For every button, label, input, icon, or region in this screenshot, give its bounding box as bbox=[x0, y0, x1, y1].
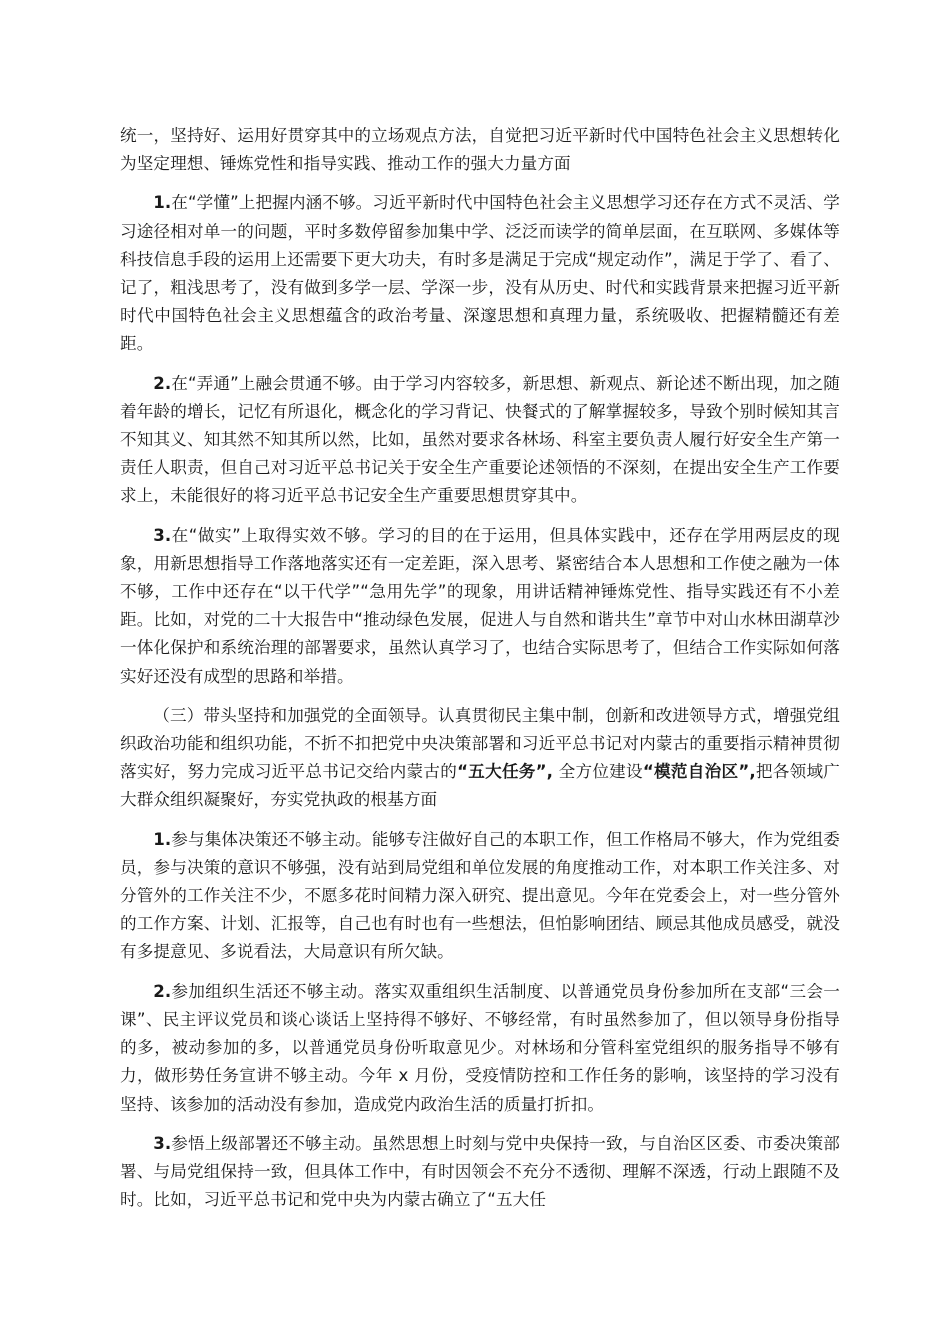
paragraph-text: 在“弄通”上融会贯通不够。由于学习内容较多，新思想、新观点、新论述不断出现，加之随着年龄的增长，记忆有所退化，概念化的学习背记、快餐式的了解掌握较多，导致个别时候知其言不知其义、知其然不知其所以然，比如，虽然对要求各林场、科室主要负责人履行好安全生产第一责任人职责，但自己对习近平总书记关于安全生产重要论述领悟的不深刻，在提出安全生产工作要求上，未能很好的将习近平总书记安全生产重要思想贯穿其中。 bbox=[120, 373, 840, 506]
section-text: （三）带头坚持和加强党的全面领导。认真贯彻民主集中制，创新和改进领导方式，增强党组织政治功能和组织功能，不折不扣把党中央决策部署和习近平总书记对内蒙古的重要指示精神贯彻落实好，努力完成习近平总书记交给内蒙古的 bbox=[120, 705, 840, 782]
item-number: 1. bbox=[153, 829, 172, 849]
paragraph-item-2-understand bbox=[120, 370, 840, 511]
paragraph-item-2-organization bbox=[120, 978, 840, 1119]
document-page bbox=[120, 122, 840, 1225]
paragraph-item-1-study bbox=[120, 189, 840, 358]
paragraph-text: 参加组织生活还不够主动。落实双重组织生活制度、以普通党员身份参加所在支部“三会一课”、民主评议党员和谈心谈话上坚持得不够好、不够经常，有时虽然参加了，但以领导身份指导的多，被动参加的多，以普通党员身份听取意见少。对林场和分管科室党组织的服务指导不够有力，做形势任务宣讲不够主动。今年 x 月份，受疫情防控和工作任务的影响，该坚持的学习没有坚持、该参加的活动没有参加，造成党内政治生活的质量打折扣。 bbox=[120, 981, 840, 1114]
paragraph-text: 参悟上级部署还不够主动。虽然思想上时刻与党中央保持一致，与自治区区委、市委决策部署、与局党组保持一致，但具体工作中，有时因领会不充分不透彻、理解不深透，行动上跟随不及时。比如，习近平总书记和党中央为内蒙古确立了“五大任 bbox=[120, 1133, 840, 1210]
item-number: 2. bbox=[153, 981, 172, 1001]
section-heading-three bbox=[120, 702, 840, 815]
paragraph-text: 参与集体决策还不够主动。能够专注做好自己的本职工作，但工作格局不够大，作为党组委员，参与决策的意识不够强，没有站到局党组和单位发展的角度推动工作，对本职工作关注多、对分管外的工作关注不少，不愿多花时间精力深入研究、提出意见。今年在党委会上，对一些分管外的工作方案、计划、汇报等，自己也有时也有一些想法，但怕影响团结、顾忌其他成员感受，就没有多提意见、多说看法，大局意识有所欠缺。 bbox=[120, 829, 840, 962]
paragraph-intro bbox=[120, 122, 840, 178]
item-number: 3. bbox=[153, 525, 172, 545]
item-number: 1. bbox=[153, 193, 172, 213]
model-region-emphasis: “模范自治区”, bbox=[642, 762, 756, 782]
item-number: 3. bbox=[153, 1133, 172, 1153]
item-number: 2. bbox=[153, 373, 172, 393]
five-tasks-emphasis: “五大任务”, bbox=[457, 762, 554, 782]
section-text: 把各领域广大群众组织凝聚好，夯实党执政的根基方面 bbox=[120, 762, 841, 810]
paragraph-item-1-decision bbox=[120, 826, 840, 967]
paragraph-text: 统一，坚持好、运用好贯穿其中的立场观点方法，自觉把习近平新时代中国特色社会主义思想转化为坚定理想、锤炼党性和指导实践、推动工作的强大力量方面 bbox=[120, 126, 840, 174]
section-text: 全方位建设 bbox=[553, 762, 643, 782]
paragraph-item-3-practice bbox=[120, 522, 840, 691]
paragraph-text: 在“做实”上取得实效不够。学习的目的在于运用，但具体实践中，还存在学用两层皮的现象，用新思想指导工作落地落实还有一定差距，深入思考、紧密结合本人思想和工作使之融为一体不够，工作中还存在“以干代学”“急用先学”的现象，用讲话精神锤炼党性、指导实践还有不小差距。比如，对党的二十大报告中“推动绿色发展，促进人与自然和谐共生”章节中对山水林田湖草沙一体化保护和系统治理的部署要求，虽然认真学习了，也结合实际思考了，但结合工作实际如何落实好还没有成型的思路和举措。 bbox=[120, 525, 840, 686]
paragraph-item-3-deployment bbox=[120, 1130, 840, 1215]
paragraph-text: 在“学懂”上把握内涵不够。习近平新时代中国特色社会主义思想学习还存在方式不灵活、学习途径相对单一的问题，平时多数停留参加集中学、泛泛而读学的简单层面，在互联网、多媒体等科技信息手段的运用上还需要下更大功夫，有时多是满足于完成“规定动作”，满足于学了、看了、记了，粗浅思考了，没有做到多学一层、学深一步，没有从历史、时代和实践背景来把握习近平新时代中国特色社会主义思想蕴含的政治考量、深邃思想和真理力量，系统吸收、把握精髓还有差距。 bbox=[120, 193, 840, 354]
